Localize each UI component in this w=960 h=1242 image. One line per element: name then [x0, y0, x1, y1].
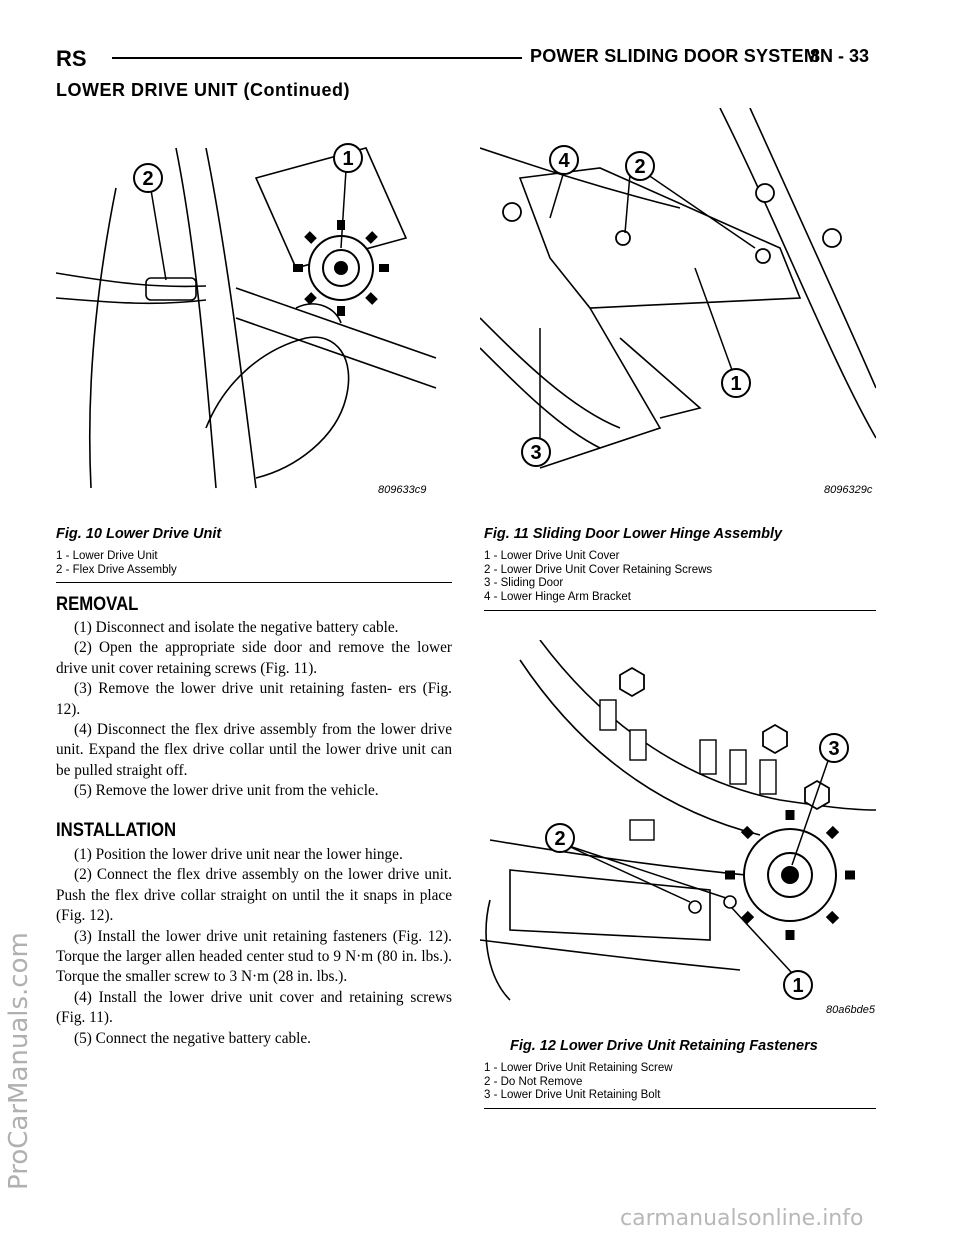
removal-step: (2) Open the appropriate side door and remove the lower drive unit cover retaining screws (Fig. 11).: [56, 639, 452, 677]
installation-step: (3) Install the lower drive unit retaining fasteners (Fig. 12). Torque the larger allen headed center stud to 9 N·m (80 in. lbs.). Torque the smaller screw to 3 N·m (28 in. lbs.).: [56, 927, 452, 986]
fig12-code: 80a6bde5: [826, 1004, 875, 1016]
fig12-legend-item: 1 - Lower Drive Unit Retaining Screw: [484, 1062, 673, 1074]
header-title: POWER SLIDING DOOR SYSTEM: [530, 46, 820, 66]
fig10-rule: [56, 582, 452, 583]
fig10-legend-item: 1 - Lower Drive Unit: [56, 550, 158, 562]
removal-step: (1) Disconnect and isolate the negative battery cable.: [74, 619, 399, 636]
fig11-illustration: [480, 108, 876, 508]
fig12-legend-item: 2 - Do Not Remove: [484, 1075, 583, 1088]
fig11-legend-item: 3 - Sliding Door: [484, 577, 564, 589]
installation-steps: [56, 845, 452, 1049]
fig11-callout-3: [522, 438, 550, 466]
svg-text:1: 1: [730, 373, 742, 395]
svg-text:2: 2: [142, 168, 154, 190]
installation-step: (5) Connect the negative battery cable.: [74, 1029, 311, 1047]
fig12-title: Fig. 12 Lower Drive Unit Retaining Fasteners: [510, 1038, 818, 1054]
fig10-code: 809633c9: [378, 484, 427, 496]
fig12-legend: [484, 1062, 673, 1103]
header-section-code: RS: [56, 46, 87, 71]
fig11-legend-item: 4 - Lower Hinge Arm Bracket: [484, 590, 632, 603]
fig10-legend: [56, 550, 177, 577]
fig11-title: Fig. 11 Sliding Door Lower Hinge Assembly: [484, 526, 783, 542]
fig12-illustration: [480, 640, 876, 1020]
fig10-callout-1: [334, 144, 362, 172]
fig11-legend: [484, 550, 712, 604]
fig10-callout-2: [134, 164, 162, 192]
svg-text:3: 3: [828, 738, 840, 760]
installation-step: (1) Position the lower drive unit near the lower hinge.: [74, 846, 403, 863]
installation-heading: INSTALLATION: [56, 820, 177, 841]
removal-heading: REMOVAL: [56, 594, 139, 615]
svg-text:1: 1: [342, 148, 354, 170]
page-number: 8N - 33: [810, 46, 870, 66]
svg-text:1: 1: [792, 975, 804, 997]
fig12-legend-item: 3 - Lower Drive Unit Retaining Bolt: [484, 1089, 661, 1101]
installation-step: (4) Install the lower drive unit cover and retaining screws (Fig. 11).: [56, 988, 452, 1027]
section-continued-heading: LOWER DRIVE UNIT (Continued): [56, 80, 350, 100]
fig12-rule: [484, 1108, 876, 1109]
fig11-drawing: [480, 108, 876, 508]
fig11-callout-1: [722, 369, 750, 397]
svg-text:2: 2: [554, 828, 566, 850]
removal-step: (5) Remove the lower drive unit from the vehicle.: [74, 782, 379, 800]
fig11-legend-item: 1 - Lower Drive Unit Cover: [484, 550, 620, 562]
removal-steps: [56, 618, 452, 802]
fig10-gear: [293, 220, 389, 316]
fig10-drawing: [56, 108, 452, 508]
fig11-code: 8096329c: [824, 484, 873, 496]
fig11-rule: [484, 610, 876, 611]
installation-step: (2) Connect the flex drive assembly on the lower drive unit. Push the flex drive collar straight on until the it snaps in place (Fig. 12).: [56, 866, 452, 925]
fig10-title: Fig. 10 Lower Drive Unit: [56, 526, 222, 542]
side-watermark: ProCarManuals.com: [4, 932, 34, 1190]
svg-text:4: 4: [558, 150, 570, 172]
fig11-callout-4: [550, 146, 578, 174]
fig10-legend-item: 2 - Flex Drive Assembly: [56, 563, 177, 576]
fig12-callout-1: [784, 971, 812, 999]
fig10-illustration: [56, 108, 452, 508]
removal-step: (3) Remove the lower drive unit retaining fasten- ers (Fig. 12).: [56, 680, 452, 718]
header-rule: [112, 57, 522, 59]
fig12-callout-3: [820, 734, 848, 762]
removal-step: (4) Disconnect the flex drive assembly from the lower drive unit. Expand the flex drive collar until the lower drive unit can be pulled straight off.: [56, 721, 452, 779]
bottom-watermark: carmanualsonline.info: [620, 1206, 864, 1231]
svg-text:2: 2: [634, 156, 646, 178]
fig12-drawing: [480, 640, 876, 1020]
svg-text:3: 3: [530, 442, 542, 464]
fig11-legend-item: 2 - Lower Drive Unit Cover Retaining Screws: [484, 563, 713, 576]
fig11-callout-2: [626, 152, 654, 180]
fig12-callout-2: [546, 824, 574, 852]
